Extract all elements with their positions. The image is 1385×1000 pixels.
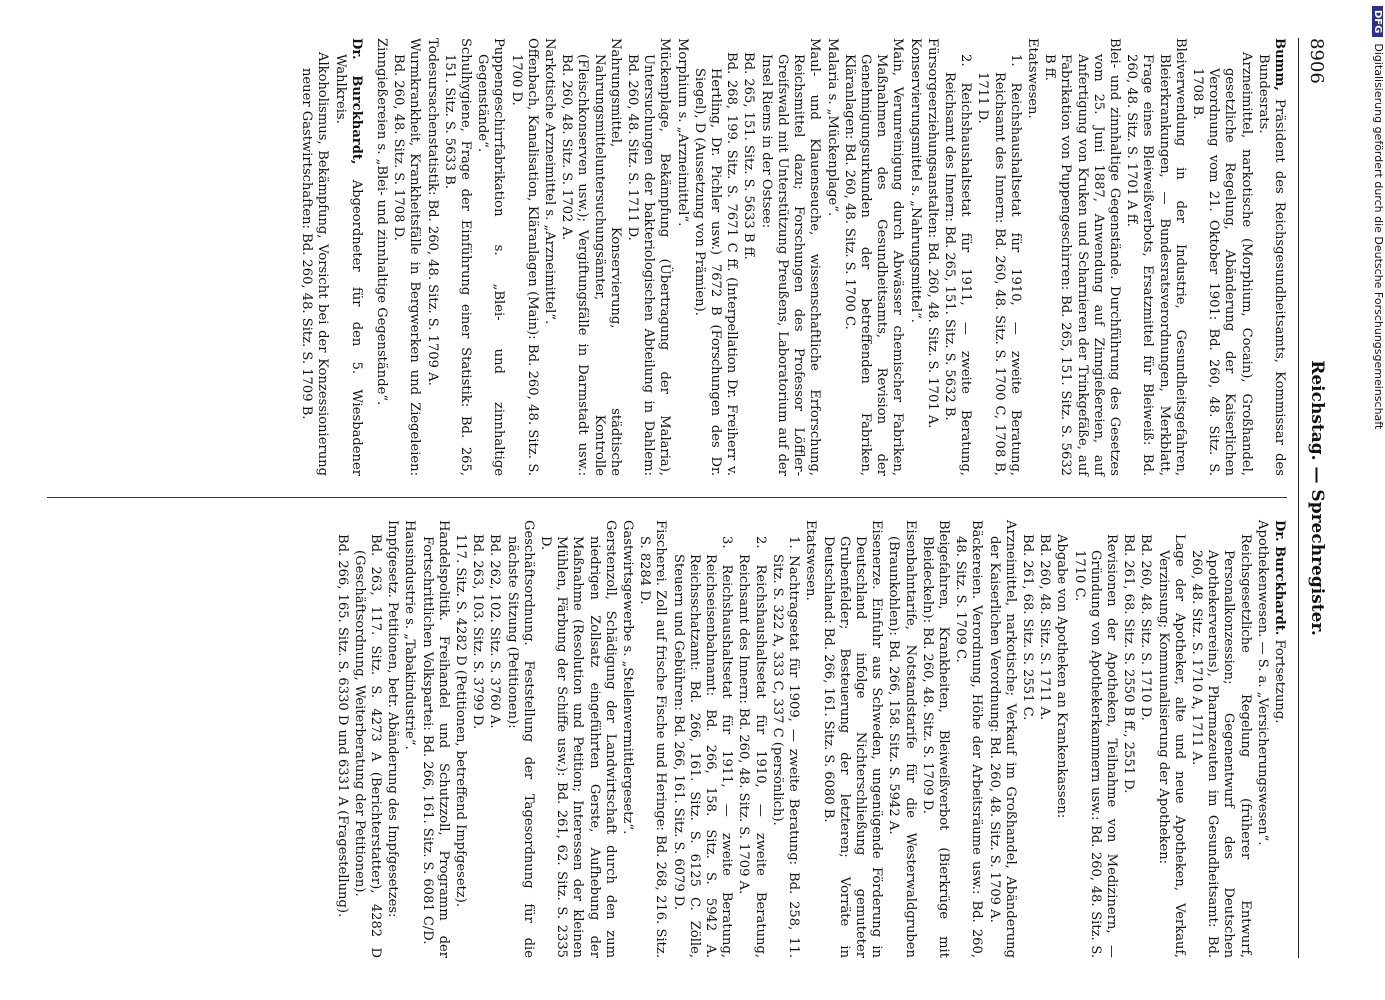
register-entry — [906, 38, 922, 476]
entry-text: Abgeordneter für den 5. Wiesbadener Wahlkreis. — [332, 54, 364, 476]
register-entry — [924, 38, 940, 476]
register-entry — [474, 38, 506, 476]
entry-text: Bd. 263, 117. Sitz. S. 4273 A (Berichterstatter), 4282 D (Geschäftsordnung, Weiterberatung der Petitionen). — [351, 534, 384, 958]
two-column-body — [47, 38, 1287, 958]
entry-text: Bd. 261, 68. Sitz. S. 2550 B ff., 2551 D. — [1121, 534, 1137, 794]
register-entry — [823, 38, 839, 476]
register-entry — [919, 520, 951, 958]
column-divider — [47, 497, 1287, 498]
entry-text: Reichsgesetzliche Regelung (früherer Entwurf, Personalkonzession; Gegenentwurf des Deutschen Apothekervereins), Pharmazeuten im Gesundheitsamt: Bd. 260, 48. Sitz. S. 1710 A, 1711 A. — [1188, 534, 1253, 958]
entry-text: 1. Nachtragsetat für 1909, — zweite Beratung: Bd. 258, 11. Sitz. S. 322 A, 333 C, 337 C (persönlich). — [769, 536, 802, 958]
entry-text: Narkotische Arzneimittel s. „Arzneimittel“. — [542, 38, 558, 325]
entry-text: Alkoholismus, Bekämpfung, Vorsicht bei der Konzessionierung neuer Gastwirtschaften: Bd. 260, 48. Sitz. S. 1709 B. — [299, 52, 331, 476]
entry-text: Arzneimittel, narkotische (Morphium, Cocain), Großhandel, gesetzliche Regelung, Abänderung der Kaiserlichen Verordnung vom 21. Oktober 1901: Bd. 260, 48. Sitz. S. 1708 B. — [1189, 52, 1254, 476]
register-entry — [418, 520, 450, 958]
entry-text: Arzneimittel, narkotische; Verkauf im Großhandel, Abänderung der Kaiserlichen Verordnung: Bd. 260, 48. Sitz. S. 1709 A. — [986, 520, 1018, 958]
register-entry — [1188, 520, 1253, 958]
entry-text: Eisenbahntarife, Notstandstarife für die Westerwaldgruben (Braunkohlen): Bd. 266, 158. Sitz. S. 5942 A. — [886, 520, 918, 958]
register-entry — [452, 520, 468, 958]
register-entry — [401, 520, 417, 958]
register-entry — [619, 520, 635, 958]
entry-text: Puppengeschirrfabrikation s. „Blei- und zinnhaltige Gegenstände“. — [475, 38, 507, 476]
register-entry — [1053, 520, 1069, 958]
register-entry — [1024, 38, 1040, 476]
entry-text: Impfgesetz. Petitionen, betr. Abänderung des Impfgesetzes: — [385, 520, 401, 918]
entry-text: Eisenerze. Einfuhr aus Schweden, ungenügende Förderung in Deutschland infolge Nichterschließung gemuteter Grubenfelder; Besteuerung der letzteren; Vorräte in Deutschland: Bd. 266, 161. Sitz. S. 6080 B. — [820, 520, 885, 958]
register-entry — [333, 520, 349, 958]
entry-text: Etatswesen. — [803, 520, 819, 601]
entry-text: 117. Sitz. S. 4282 D (Petitionen, betreffend Impfgesetz). — [453, 534, 469, 908]
entry-text: Bäckereien. Verordnung, Höhe der Arbeitsräume usw.: Bd. 260, 48. Sitz. S. 1709 C. — [953, 520, 985, 958]
entry-text: Bd. 262, 102. Sitz. S. 3760 A. — [487, 534, 503, 729]
running-title: Reichstag. — Sprechregister. — [1307, 360, 1327, 636]
rotated-page — [43, 38, 1333, 958]
entry-text: Abgabe von Apotheken an Krankenkassen: — [1054, 534, 1070, 819]
entry-text: Fortsetzung. — [1272, 639, 1287, 724]
register-entry — [735, 520, 767, 958]
entry-text: Hausindustrie s. „Tabakindustrie“. — [402, 520, 418, 750]
speaker-name: Bumm, — [1272, 38, 1287, 91]
register-entry — [390, 38, 422, 476]
register-entry — [941, 38, 973, 476]
register-entry — [486, 520, 502, 958]
register-entry — [1041, 38, 1122, 476]
register-entry — [952, 520, 984, 958]
register-entry — [384, 520, 400, 958]
register-entry — [331, 38, 363, 476]
entry-text: Gastwirtsgewerbe s. „Stellenvermittlergesetz“. — [620, 520, 636, 835]
entry-text: Bd. 266, 165. Sitz. S. 6330 D und 6331 A (Fragestellung). — [334, 534, 350, 918]
register-entry — [769, 520, 801, 958]
register-entry — [1137, 520, 1153, 958]
speaker-name: Dr. Burckhardt. — [1272, 520, 1287, 636]
register-entry — [673, 38, 689, 476]
register-entry — [1123, 38, 1188, 476]
register-entry — [1254, 520, 1270, 958]
left-column — [47, 38, 1287, 476]
register-entry — [507, 38, 539, 476]
entry-text: Wurmkrankheit, Krankheitsfälle in Bergwerken und Ziegeleien: Bd. 260, 48. Sitz. S. 1708 D. — [391, 38, 423, 476]
register-entry — [351, 520, 383, 958]
entry-text: Fischerei. Zoll auf frische Fische und Heringe: Bd. 268, 216. Sitz. S. 8284 D. — [637, 520, 669, 958]
entry-text: Fürsorgeerziehungsanstalten: Bd. 260, 48. Sitz. S. 1701 A. — [924, 38, 940, 429]
register-entry — [503, 520, 535, 958]
entry-text: Bd. 263, 103. Sitz. S. 3799 D. — [470, 534, 486, 730]
register-entry — [1120, 520, 1136, 958]
page-header — [1298, 38, 1333, 958]
dfg-logo: DFG — [1372, 6, 1383, 37]
register-entry — [691, 38, 740, 476]
entry-text: Apothekenwesen. — S. a. „Versicherungswesen“. — [1254, 520, 1270, 846]
register-entry — [1255, 38, 1287, 476]
register-entry — [298, 38, 330, 476]
entry-text: Malaria s. „Mückenplage“. — [824, 38, 840, 217]
page-number: 8906 — [1306, 38, 1327, 84]
entry-text: Blei- und zinnhaltige Gegenstände. Durchführung des Gesetzes vom 25. Juni 1887, Anwendung auf Zinngießereien, auf Anfertigung von Kruken und Scharnieren der Trinkgefäße, auf Fabrikation von Puppengeschirren: Bd. 265, 151. Sitz. S. 5632 B ff. — [1042, 38, 1122, 476]
right-column — [47, 520, 1287, 958]
register-entry — [669, 520, 734, 958]
register-entry — [373, 38, 389, 476]
entry-gap — [364, 38, 372, 476]
entry-text: Geschäftsordnung. Feststellung der Tagesordnung für die nächste Sitzung (Petitionen): — [504, 520, 536, 958]
register-entry — [636, 520, 668, 958]
entry-text: 2. Reichshaushaltsetat für 1910, — zweite Beratung, Reichsamt des Innern: Bd. 260, 48. Sitz. S. 1709 A. — [736, 536, 768, 958]
register-entry — [1271, 520, 1287, 958]
entry-text: Präsident des Reichsgesundheitsamts, Kommissar des Bundesrats. — [1255, 54, 1287, 476]
register-entry — [423, 38, 439, 476]
dfg-note-text: Digitalisierung gefördert durch die Deutsche Forschungsgemeinschaft — [1372, 43, 1385, 430]
entry-text: 1. Reichshaushaltsetat für 1910, — zweite Beratung, Reichsamt des Innern: Bd. 260, 48. Sitz. S. 1700 C, 1708 B, 1711 D. — [975, 54, 1023, 476]
entry-text: 3. Reichshaushaltsetat für 1911, — zweite Beratung, Reichseisenbahnamt: Bd. 266, 158. Sitz. S. 5942 A. Reichsschatzamt: Bd. 266, 161. Sitz. S. 6125 C. Zölle, Steuern und Gebühren: Bd. 266, 161. Sitz. S. 6079 D. — [670, 536, 735, 958]
register-entry — [469, 520, 485, 958]
entry-text: Bleigefahren, Krankheiten, Bleiweißverbot (Bierkrüge mit Bleideckeln): Bd. 260, 48. Sitz. S. 1709 D. — [919, 520, 951, 958]
register-entry — [1036, 520, 1052, 958]
entry-text: Mückenplage, Bekämpfung (Übertragung der Malaria), Untersuchungen der bakteriologischen Abteilung in Dahlem: Bd. 260, 48. Sitz. S. 1711 D. — [625, 38, 673, 476]
entry-text: Zinngießereien s. „Blei- und zinnhaltige Gegenstände“. — [374, 38, 390, 406]
dfg-funding-note — [1363, 6, 1385, 996]
register-entry — [740, 38, 756, 476]
register-entry — [441, 38, 473, 476]
register-entry — [841, 38, 906, 476]
speaker-name: Dr. Burckhardt, — [348, 38, 364, 165]
entry-text: Bd. 260, 48. Sitz. S. 1711 A. — [1037, 534, 1053, 721]
entry-text: Main, Verunreinigung durch Abwässer chemischer Fabriken, Maßnahmen des Gesundheitsamts, Revision der Genehmigungsurkunden der betreffenden Fabriken, Kläranlagen: Bd. 260, 48. Sitz. S. 1700 C. — [841, 38, 906, 476]
entry-text: Bd. 260, 48. Sitz. S. 1710 D. — [1138, 534, 1154, 721]
entry-text: Maul- und Klauenseuche, wissenschaftliche Erforschung, Reichsmittel dazu; Forschungen des Professor Löffler-Greifswald mit Unterstützung Preußens, Laboratorium auf der Insel Riems in der Ostsee: — [758, 38, 823, 476]
register-entry — [758, 38, 823, 476]
register-entry — [624, 38, 673, 476]
entry-text: Handelspolitik. Freihandel und Schutzzoll, Programm der Fortschrittlichen Volkspartei: Bd. 266, 161. Sitz. S. 6081 C/D. — [419, 520, 451, 958]
register-entry — [974, 38, 1023, 476]
register-entry — [1154, 520, 1186, 958]
entry-text: Revisionen der Apotheken, Teilnahme von Medizinern, — Gründung von Apothekerkammern usw.: Bd. 260, 48. Sitz. S. 1710 C. — [1071, 534, 1119, 958]
register-entry — [885, 520, 917, 958]
entry-text: Etatswesen. — [1024, 38, 1040, 119]
entry-text: Bd. 261, 68. Sitz. S. 2551 C. — [1019, 534, 1035, 721]
entry-text: Schulhygiene, Frage der Einführung einer Statistik: Bd. 265, 151. Sitz. S. 5633 B. — [441, 38, 474, 476]
register-entry — [985, 520, 1017, 958]
entry-text: Bleiverwendung in der Industrie, Gesundheitsgefahren, Bleierkrankungen, — Bundesratsverordnungen, Merkblatt, Frage eines Bleiweißverbots, Ersatzmittel für Bleiweiß: Bd. 260, 48. Sitz. S. 1701 A ff. — [1124, 38, 1188, 476]
entry-text: Offenbach, Kanalisation, Kläranlagen (Main): Bd. 260, 48. Sitz. S. 1700 D. — [508, 38, 540, 476]
entry-text: Gerstenzoll, Schädigung der Landwirtschaft durch den zum niedrigen Zollsatz eingeführten Gerste, Aufhebung der Maßnahme (Resolution und Petition; Interessen der kleinen Mühlen, Färbung der Schiffe usw.): Bd. 261, 62. Sitz. S. 2335 D. — [538, 520, 618, 958]
register-entry — [558, 38, 623, 476]
entry-text: Todesursachenstatistik: Bd. 260, 48. Sitz. S. 1709 A. — [424, 38, 440, 386]
entry-text: 2. Reichshaushaltsetat für 1911, — zweite Beratung, Reichsamt des Innern: Bd. 265, 151. Sitz. S. 5632 B. — [941, 54, 974, 476]
entry-text: Nahrungsmittel, Konservierung, städtische Nahrungsmitteluntersuchungsämter, Kontrolle (Fleischkonserven usw.); Vergiftungsfälle in Darmstadt usw.: Bd. 260, 48. Sitz. S. 1702 A. — [559, 38, 623, 476]
register-entry — [1019, 520, 1035, 958]
entry-text: Bd. 268, 199. Sitz. S. 7671 C ff. (Interpellation Dr. Freiherr v. Hertling, Dr. Pichler usw.) 7672 B (Forschungen des Dr. Siegel), D (Aussetzung von Prämien). — [691, 52, 740, 476]
register-entry — [1189, 38, 1254, 476]
entry-text: Morphium s. „Arzneimittel“. — [674, 38, 690, 227]
entry-text: Lage der Apotheker, alte und neue Apotheken, Verkauf, Verzinsung; Kommunalisierung der Apotheken: — [1155, 534, 1187, 958]
register-entry — [1070, 520, 1119, 958]
register-entry — [537, 520, 618, 958]
register-entry — [541, 38, 557, 476]
entry-text: Bd. 265, 151. Sitz. S. 5633 B ff. — [741, 52, 757, 260]
register-entry — [802, 520, 818, 958]
entry-text: Konservierungsmittel s. „Nahrungsmittel“. — [907, 38, 923, 323]
register-entry — [819, 520, 884, 958]
